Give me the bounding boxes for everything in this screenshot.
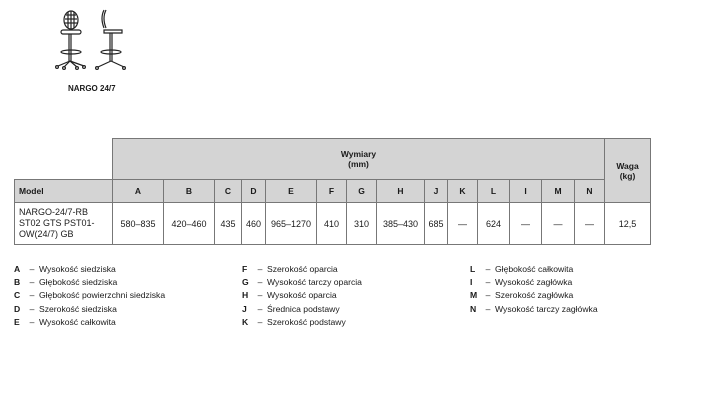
column-header-i: I (510, 180, 542, 203)
legend-text: Szerokość oparcia (267, 264, 338, 274)
legend-letter: J (242, 303, 247, 314)
value-cell-d: 460 (242, 203, 266, 245)
legend-item (470, 263, 598, 276)
legend-text: Szerokość podstawy (267, 316, 346, 327)
legend-item (242, 289, 362, 302)
legend-letter: B (14, 277, 21, 288)
value-cell-c: 435 (215, 203, 242, 245)
legend-dash: – (29, 277, 35, 288)
legend-dash: – (257, 277, 263, 288)
legend-letter: H (242, 290, 249, 301)
value-cell-h: 385–430 (377, 203, 425, 245)
value-cell-n: — (575, 203, 605, 245)
column-header-h: H (377, 180, 425, 203)
legend-dash: – (29, 303, 35, 314)
value-cell-j: 685 (425, 203, 448, 245)
legend-dash: – (257, 290, 263, 301)
column-header-d: D (242, 180, 266, 203)
value-cell-e: 965–1270 (266, 203, 317, 245)
legend-letter: D (14, 303, 21, 314)
legend-text: Szerokość siedziska (39, 303, 117, 314)
column-header-m: M (542, 180, 575, 203)
legend-text: Średnica podstawy (267, 303, 340, 314)
legend-text: Wysokość tarczy zagłówka (495, 303, 598, 314)
legend-column (242, 263, 362, 329)
column-header-j: J (425, 180, 448, 203)
legend-item (242, 263, 362, 276)
legend-dash: – (29, 290, 35, 301)
legend-letter: G (242, 277, 249, 288)
value-cell-a: 580–835 (113, 203, 164, 245)
value-cell-i: — (510, 203, 542, 245)
legend-dash: – (257, 303, 263, 314)
table-corner (15, 139, 113, 180)
legend-text: Głębokość siedziska (39, 277, 118, 288)
legend-letter: C (14, 290, 21, 301)
legend-letter: E (14, 316, 20, 327)
legend-dash: – (485, 303, 491, 314)
legend-dash: – (485, 290, 491, 301)
legend-column (470, 263, 598, 316)
dimensions-table (14, 138, 651, 245)
legend-item (14, 303, 165, 316)
column-header-a: A (113, 180, 164, 203)
legend-letter: L (470, 264, 476, 274)
value-cell-g: 310 (347, 203, 377, 245)
chair-side-view (96, 10, 126, 69)
legend-letter: F (242, 264, 248, 274)
column-header-l: L (478, 180, 510, 203)
legend-text: Wysokość siedziska (39, 264, 116, 274)
value-cell-l: 624 (478, 203, 510, 245)
value-cell-f: 410 (317, 203, 347, 245)
legend-dash: – (29, 264, 35, 274)
weight-cell: 12,5 (605, 203, 651, 245)
legend-text: Głębokość powierzchni siedziska (39, 290, 166, 301)
weight-header: Waga (kg) (605, 139, 651, 203)
value-cell-b: 420–460 (164, 203, 215, 245)
legend-dash: – (257, 264, 263, 274)
legend-letter: I (470, 277, 473, 288)
legend-letter: M (470, 290, 478, 301)
legend-text: Wysokość całkowita (39, 316, 116, 327)
legend-text: Szerokość zagłówka (495, 290, 574, 301)
legend-item (242, 303, 362, 316)
dimensions-group-header: Wymiary (mm) (113, 139, 605, 180)
legend-item (470, 276, 598, 289)
column-header-b: B (164, 180, 215, 203)
legend-item (14, 276, 165, 289)
legend-item (470, 303, 598, 316)
legend-text: Wysokość zagłówka (495, 277, 573, 288)
column-header-f: F (317, 180, 347, 203)
value-cell-k: — (448, 203, 478, 245)
column-header-e: E (266, 180, 317, 203)
model-cell: NARGO-24/7-RB ST02 GTS PST01-OW(24/7) GB (15, 203, 113, 245)
legend-text: Głębokość całkowita (495, 264, 574, 274)
legend-item (242, 276, 362, 289)
legend-item (470, 289, 598, 302)
value-cell-m: — (542, 203, 575, 245)
legend-dash: – (485, 277, 491, 288)
legend-item (242, 316, 362, 329)
chair-illustration (46, 6, 136, 70)
legend-dash: – (485, 264, 491, 274)
legend-letter: A (14, 264, 21, 274)
legend-item (14, 289, 165, 302)
legend-text: Wysokość tarczy oparcia (267, 277, 362, 288)
legend-column (14, 263, 165, 329)
legend-item (14, 316, 165, 329)
column-header-g: G (347, 180, 377, 203)
column-header-c: C (215, 180, 242, 203)
legend-letter: N (470, 303, 477, 314)
legend-letter: K (242, 316, 249, 327)
legend-dash: – (257, 316, 263, 327)
column-header-n: N (575, 180, 605, 203)
legend-dash: – (29, 316, 35, 327)
legend-text: Wysokość oparcia (267, 290, 337, 301)
legend-item (14, 263, 165, 276)
column-header-k: K (448, 180, 478, 203)
chair-front-view (56, 11, 86, 69)
model-header: Model (15, 180, 113, 203)
product-name: NARGO 24/7 (68, 84, 116, 93)
